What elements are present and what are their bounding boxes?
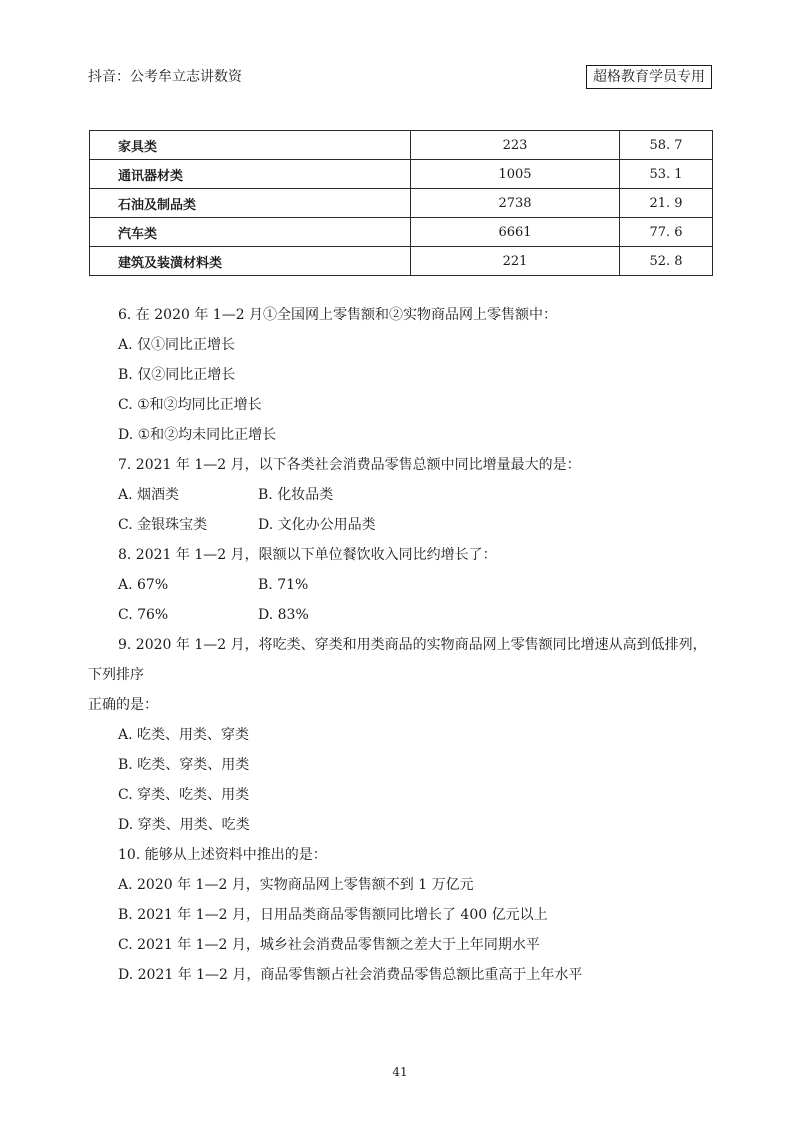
table-cell-growth: 77. 6 (620, 218, 713, 247)
question-9 (88, 630, 718, 840)
table-cell-value: 223 (411, 131, 620, 160)
option-b[interactable]: B. 2021 年 1—2 月，日用品类商品零售额同比增长了 400 亿元以上 (118, 907, 548, 923)
option-c[interactable]: C. ①和②均同比正增长 (118, 397, 262, 413)
table-cell-value: 221 (411, 247, 620, 276)
question-stem: 9. 2020 年 1—2 月，将吃类、穿类和用类商品的实物商品网上零售额同比增速从高到低排列，下列排序 (88, 637, 707, 683)
header-source: 抖音：公考牟立志讲数资 (88, 69, 242, 85)
option-a[interactable]: A. 烟酒类 (118, 487, 180, 503)
table-cell-name: 家具类 (90, 131, 411, 160)
table-row (90, 160, 713, 189)
data-table (89, 130, 713, 276)
option-d[interactable]: D. ①和②均未同比正增长 (118, 427, 277, 443)
page-number: 41 (392, 1065, 408, 1079)
question-6 (88, 300, 718, 450)
option-a[interactable]: A. 仅①同比正增长 (118, 337, 236, 353)
option-row (88, 480, 718, 510)
option-c[interactable]: C. 金银珠宝类 (118, 517, 208, 533)
option-row (88, 510, 718, 540)
table-row (90, 218, 713, 247)
option-a[interactable]: A. 吃类、用类、穿类 (118, 727, 250, 743)
option-c[interactable]: C. 76% (118, 607, 169, 623)
option-d[interactable]: D. 文化办公用品类 (258, 517, 376, 533)
option-c[interactable]: C. 穿类、吃类、用类 (118, 787, 250, 803)
table-row (90, 131, 713, 160)
option-b[interactable]: B. 71% (258, 577, 309, 593)
option-d[interactable]: D. 2021 年 1—2 月，商品零售额占社会消费品零售总额比重高于上年水平 (118, 967, 583, 983)
question-8 (88, 540, 718, 630)
option-a[interactable]: A. 2020 年 1—2 月，实物商品网上零售额不到 1 万亿元 (118, 877, 474, 893)
question-stem: 8. 2021 年 1—2 月，限额以下单位餐饮收入同比约增长了： (118, 547, 497, 563)
option-b[interactable]: B. 吃类、穿类、用类 (118, 757, 250, 773)
option-row (88, 570, 718, 600)
table-cell-name: 建筑及装潢材料类 (90, 247, 411, 276)
header-badge: 超格教育学员专用 (586, 65, 712, 89)
option-b[interactable]: B. 仅②同比正增长 (118, 367, 236, 383)
table-cell-growth: 21. 9 (620, 189, 713, 218)
table-cell-value: 1005 (411, 160, 620, 189)
question-stem: 7. 2021 年 1—2 月，以下各类社会消费品零售总额中同比增量最大的是： (118, 457, 581, 473)
question-10 (88, 840, 718, 990)
table-cell-value: 2738 (411, 189, 620, 218)
question-stem-continued: 正确的是： (88, 697, 158, 713)
table-cell-growth: 58. 7 (620, 131, 713, 160)
option-d[interactable]: D. 穿类、用类、吃类 (118, 817, 250, 833)
question-stem: 6. 在 2020 年 1—2 月①全国网上零售额和②实物商品网上零售额中： (118, 307, 558, 323)
table-cell-growth: 52. 8 (620, 247, 713, 276)
option-b[interactable]: B. 化妆品类 (258, 487, 334, 503)
option-a[interactable]: A. 67% (118, 577, 169, 593)
table-cell-name: 通讯器材类 (90, 160, 411, 189)
question-stem: 10. 能够从上述资料中推出的是： (118, 847, 327, 863)
table-cell-name: 石油及制品类 (90, 189, 411, 218)
option-row (88, 600, 718, 630)
question-7 (88, 450, 718, 540)
question-list (88, 300, 718, 990)
table-cell-value: 6661 (411, 218, 620, 247)
option-d[interactable]: D. 83% (258, 607, 309, 623)
table-cell-name: 汽车类 (90, 218, 411, 247)
option-c[interactable]: C. 2021 年 1—2 月，城乡社会消费品零售额之差大于上年同期水平 (118, 937, 540, 953)
table-row (90, 189, 713, 218)
table-cell-growth: 53. 1 (620, 160, 713, 189)
table-row (90, 247, 713, 276)
